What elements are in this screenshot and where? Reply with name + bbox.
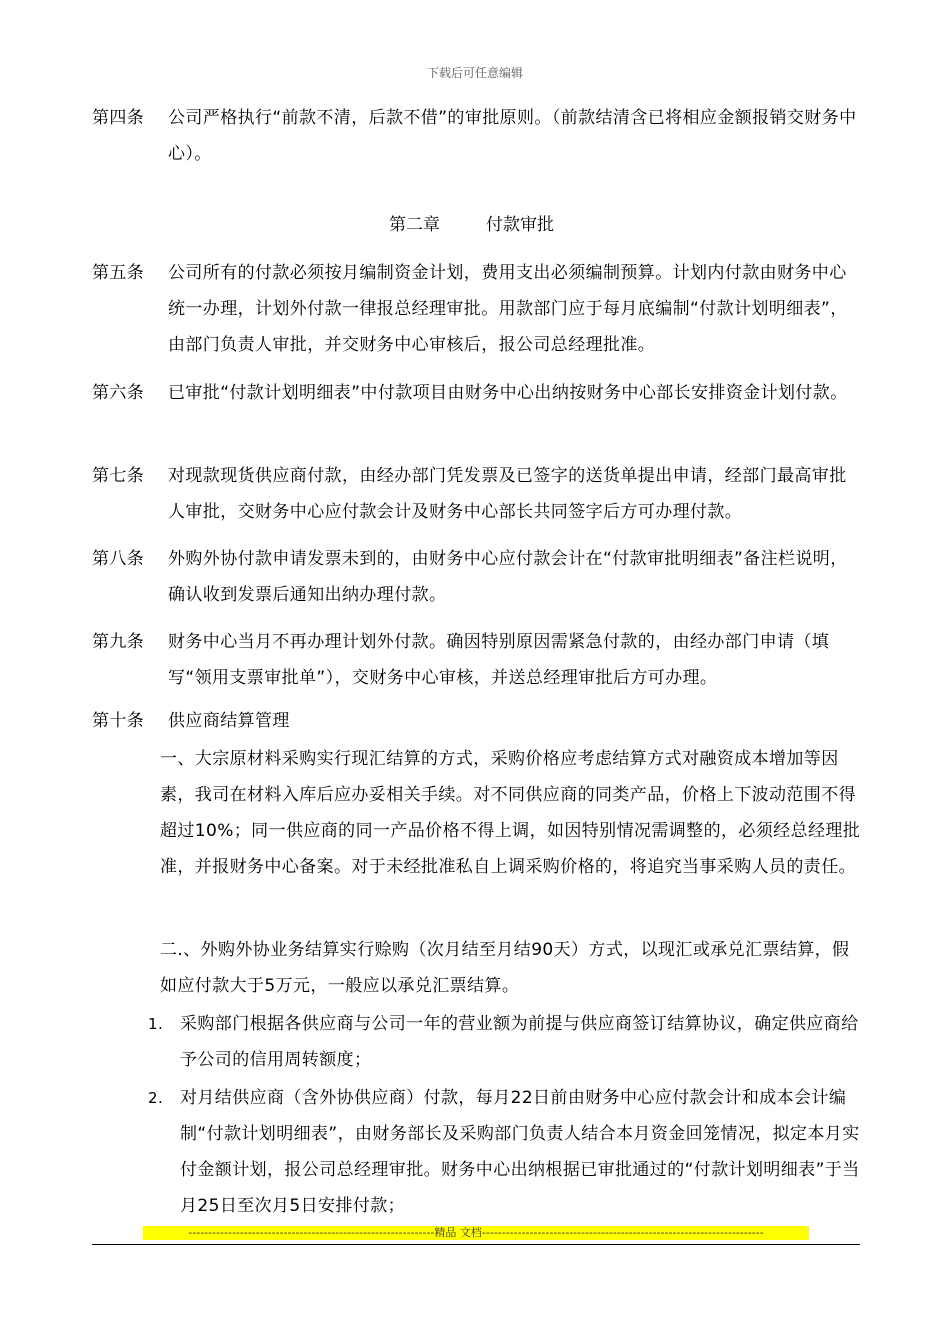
article-5-text: 公司所有的付款必须按月编制资金计划，费用支出必须编制预算。计划内付款由财务中心统一办理，计划外付款一律报总经理审批。用款部门应于每月底编制“付款计划明细表”，由部门负责人审批，并交财务中心审核后，报公司总经理批准。 [168,263,848,355]
article-5 [92,255,862,363]
page-header: 下载后可任意编辑 [426,66,523,80]
chapter-title: 付款审批 [486,215,554,235]
list-item-2 [148,1080,862,1224]
article-4-label: 第四条 [92,108,145,128]
article-4-text: 公司严格执行“前款不清，后款不借”的审批原则。（前款结清含已将相应金额报销交财务中心）。 [168,108,857,164]
article-6-label: 第六条 [92,383,145,403]
article-9-label: 第九条 [92,632,145,652]
article-7 [92,458,862,530]
footer-rule [92,1244,860,1245]
article-8-label: 第八条 [92,549,145,569]
article-8 [92,541,862,613]
article-10-title: 供应商结算管理 [168,711,290,731]
list-item-2-number: 2. [148,1089,164,1107]
article-10-paragraph-1: 一、大宗原材料采购实行现汇结算的方式，采购价格应考虑结算方式对融资成本增加等因素，我司在材料入库后应办妥相关手续。对不同供应商的同类产品，价格上下波动范围不得超过10%；同一供应商的同一产品价格不得上调，如因特别情况需调整的，必须经总经理批准，并报财务中心备案。对于未经批准私自上调采购价格的，将追究当事采购人员的责任。 [160,749,861,877]
article-7-label: 第七条 [92,466,145,486]
article-10-label: 第十条 [92,711,145,731]
footer-banner: --------------------------------------------------------------精品 文档----------------------------------------------------------------------- [143,1226,809,1240]
list-item-1-text: 采购部门根据各供应商与公司一年的营业额为前提与供应商签订结算协议，确定供应商给予公司的信用周转额度； [180,1014,859,1070]
chapter-number: 第二章 [389,215,440,235]
list-item-2-text: 对月结供应商（含外协供应商）付款，每月22日前由财务中心应付款会计和成本会计编制“付款计划明细表”，由财务部长及采购部门负责人结合本月资金回笼情况，拟定本月实付金额计划，报公司总经理审批。财务中心出纳根据已审批通过的“付款计划明细表”于当月25日至次月5日安排付款； [180,1088,860,1216]
list-item-1-number: 1. [148,1015,164,1033]
article-10-paragraph-2: 二.、外购外协业务结算实行赊购（次月结至月结90天）方式，以现汇或承兑汇票结算，假如应付款大于5万元，一般应以承兑汇票结算。 [160,940,850,996]
article-6-text: 已审批“付款计划明细表”中付款项目由财务中心出纳按财务中心部长安排资金计划付款。 [168,383,848,403]
article-7-text: 对现款现货供应商付款，由经办部门凭发票及已签字的送货单提出申请，经部门最高审批人审批，交财务中心应付款会计及财务中心部长共同签字后方可办理付款。 [168,466,847,522]
article-9 [92,624,862,696]
article-5-label: 第五条 [92,263,145,283]
list-item-1 [148,1006,862,1078]
article-4 [92,100,862,172]
article-8-text: 外购外协付款申请发票未到的，由财务中心应付款会计在“付款审批明细表”备注栏说明，确认收到发票后通知出纳办理付款。 [168,549,848,605]
article-6 [92,375,862,411]
article-10-heading [92,703,862,739]
article-9-text: 财务中心当月不再办理计划外付款。确因特别原因需紧急付款的，由经办部门申请（填写“领用支票审批单”），交财务中心审核，并送总经理审批后方可办理。 [168,632,830,688]
